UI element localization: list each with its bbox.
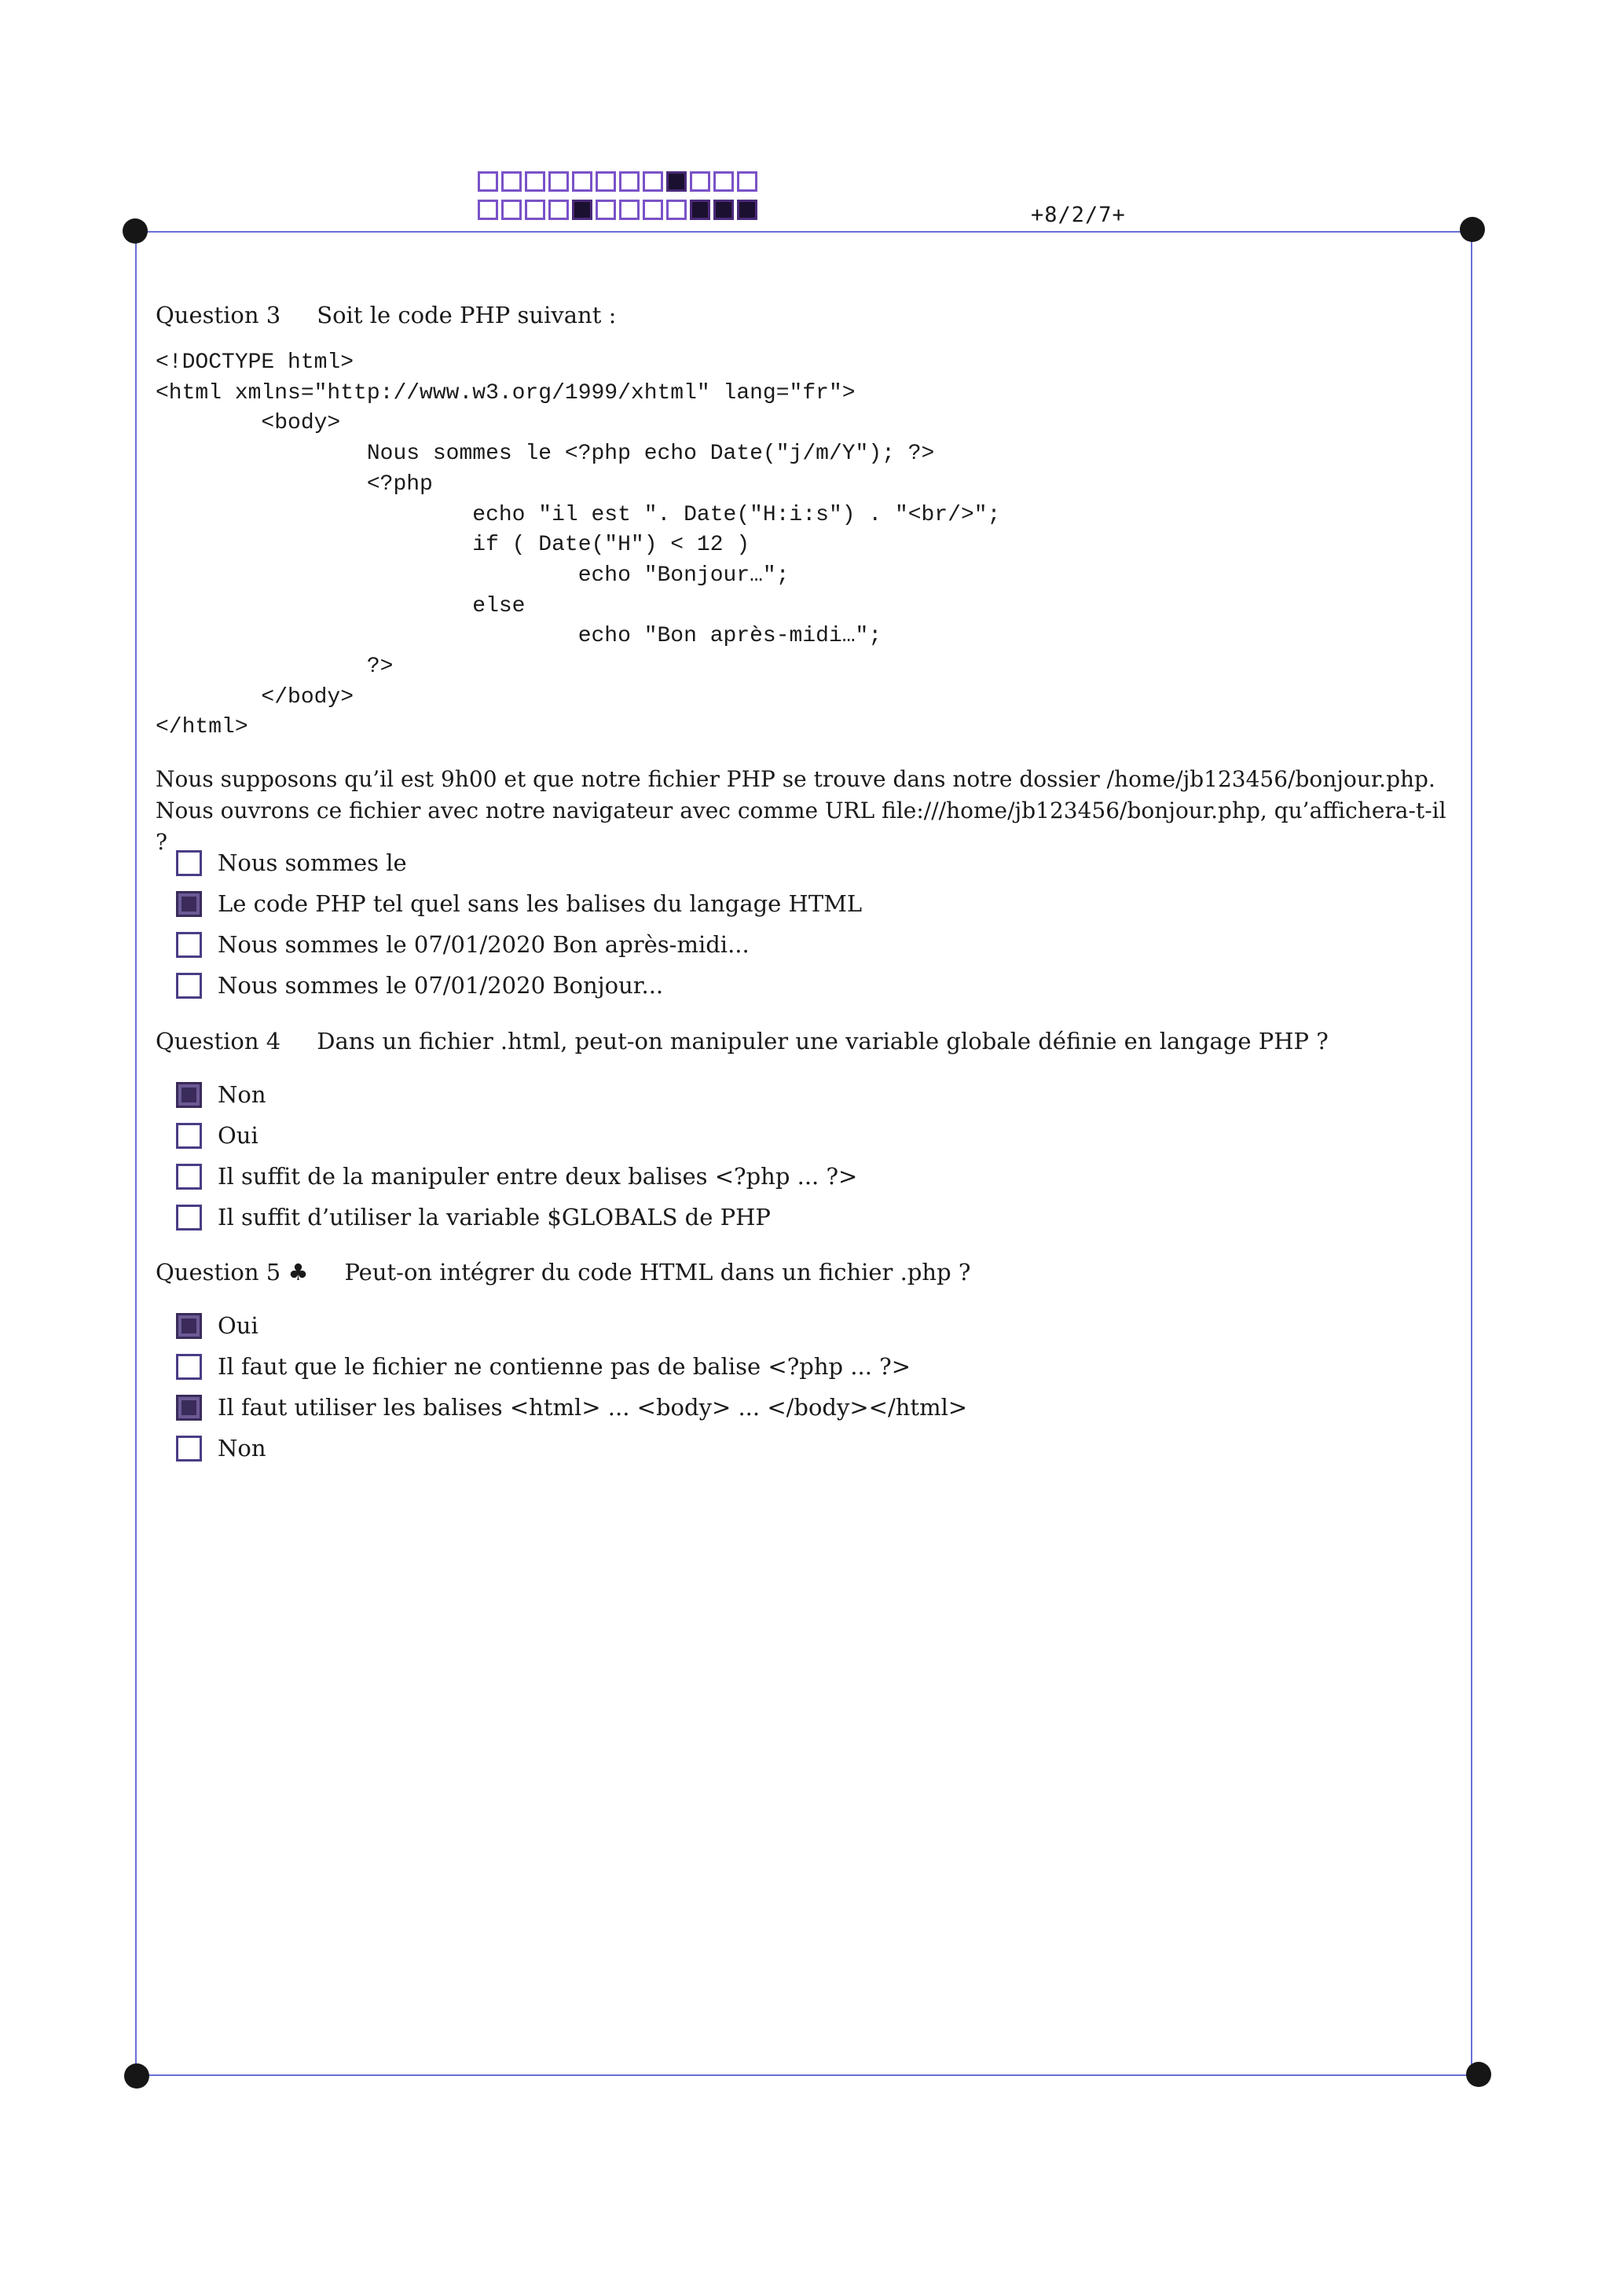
checkbox[interactable] — [176, 850, 202, 876]
code-row — [478, 171, 757, 192]
option-label: Il faut que le fichier ne contienne pas de balise <?php ... ?> — [218, 1353, 911, 1380]
question-label: Question 3 — [156, 302, 281, 328]
question-3-paragraph: Nous supposons qu’il est 9h00 et que notre fichier PHP se trouve dans notre dossier /home/jb123456/bonjour.php. Nous ouvrons ce fichier avec notre navigateur avec comme URL file:///home/jb123456/bonjour.php, qu’affichera-t-il ? — [156, 766, 1446, 855]
page-code-grid — [478, 171, 757, 228]
q5-option-3[interactable] — [176, 1392, 967, 1423]
q3-option-4[interactable] — [176, 970, 663, 1001]
code-row — [478, 200, 757, 220]
checkbox[interactable] — [176, 1354, 202, 1380]
option-label: Il suffit d’utiliser la variable $GLOBALS de PHP — [218, 1204, 771, 1231]
checkbox[interactable] — [176, 932, 202, 958]
registration-mark-top-right — [1460, 217, 1485, 242]
option-label: Le code PHP tel quel sans les balises du langage HTML — [218, 890, 863, 917]
code-cell — [737, 200, 757, 220]
q3-option-1[interactable] — [176, 847, 407, 878]
q3-option-3[interactable] — [176, 929, 750, 960]
code-cell — [548, 200, 569, 220]
question-text: Soit le code PHP suivant : — [317, 302, 617, 328]
registration-mark-bottom-left — [124, 2063, 149, 2089]
question-text: Dans un fichier .html, peut-on manipuler une variable globale définie en langage PHP ? — [317, 1028, 1329, 1054]
option-label: Nous sommes le — [218, 849, 407, 876]
code-cell — [690, 171, 710, 192]
checkbox[interactable] — [176, 1164, 202, 1190]
checkbox[interactable] — [176, 891, 202, 917]
q5-option-2[interactable] — [176, 1351, 911, 1382]
php-code-block: <!DOCTYPE html> <html xmlns="http://www.w3.org/1999/xhtml" lang="fr"> <body> Nous sommes le <?php echo Date("j/m/Y"); ?> <?php echo "il est ". Date("H:i:s") . "<br/>"; if ( Date("H") < 12 ) echo "Bonjour…"; else echo "Bon après-midi…"; ?> </body> </html> — [156, 350, 1001, 740]
code-cell — [478, 200, 498, 220]
code-cell — [713, 171, 734, 192]
option-label: Non — [218, 1435, 266, 1462]
q5-option-4[interactable] — [176, 1432, 266, 1464]
code-cell — [643, 171, 663, 192]
option-label: Non — [218, 1081, 266, 1108]
code-cell — [572, 200, 592, 220]
code-cell — [572, 171, 592, 192]
question-label: Question 5 ♣ — [156, 1259, 309, 1286]
q4-option-2[interactable] — [176, 1120, 258, 1151]
code-cell — [666, 200, 687, 220]
code-cell — [596, 171, 616, 192]
q4-option-3[interactable] — [176, 1161, 857, 1192]
code-cell — [501, 200, 522, 220]
code-cell — [525, 200, 545, 220]
code-cell — [737, 171, 757, 192]
question-3-header — [156, 302, 616, 328]
checkbox[interactable] — [176, 1436, 202, 1462]
question-label: Question 4 — [156, 1028, 281, 1054]
question-5-header — [156, 1259, 970, 1286]
code-cell — [619, 171, 640, 192]
checkbox[interactable] — [176, 973, 202, 999]
option-label: Oui — [218, 1122, 258, 1149]
option-label: Oui — [218, 1312, 258, 1339]
code-cell — [548, 171, 569, 192]
code-cell — [666, 171, 687, 192]
q4-option-1[interactable] — [176, 1079, 266, 1110]
code-cell — [596, 200, 616, 220]
code-cell — [478, 171, 498, 192]
option-label: Nous sommes le 07/01/2020 Bonjour... — [218, 972, 664, 999]
code-cell — [690, 200, 710, 220]
registration-mark-top-left — [123, 218, 148, 244]
checkbox[interactable] — [176, 1123, 202, 1149]
code-cell — [619, 200, 640, 220]
checkbox[interactable] — [176, 1313, 202, 1339]
checkbox[interactable] — [176, 1395, 202, 1421]
question-4-header — [156, 1028, 1329, 1054]
q4-option-4[interactable] — [176, 1201, 771, 1233]
code-cell — [713, 200, 734, 220]
checkbox[interactable] — [176, 1082, 202, 1108]
checkbox[interactable] — [176, 1205, 202, 1231]
question-text: Peut-on intégrer du code HTML dans un fichier .php ? — [344, 1259, 971, 1286]
q3-option-2[interactable] — [176, 888, 862, 919]
code-cell — [525, 171, 545, 192]
option-label: Il suffit de la manipuler entre deux balises <?php ... ?> — [218, 1163, 858, 1190]
registration-mark-bottom-right — [1466, 2062, 1491, 2087]
code-cell — [643, 200, 663, 220]
page-id: +8/2/7+ — [1031, 203, 1126, 227]
option-label: Nous sommes le 07/01/2020 Bon après-midi... — [218, 931, 750, 958]
code-cell — [501, 171, 522, 192]
option-label: Il faut utiliser les balises <html> ... <body> ... </body></html> — [218, 1394, 968, 1421]
q5-option-1[interactable] — [176, 1310, 258, 1341]
